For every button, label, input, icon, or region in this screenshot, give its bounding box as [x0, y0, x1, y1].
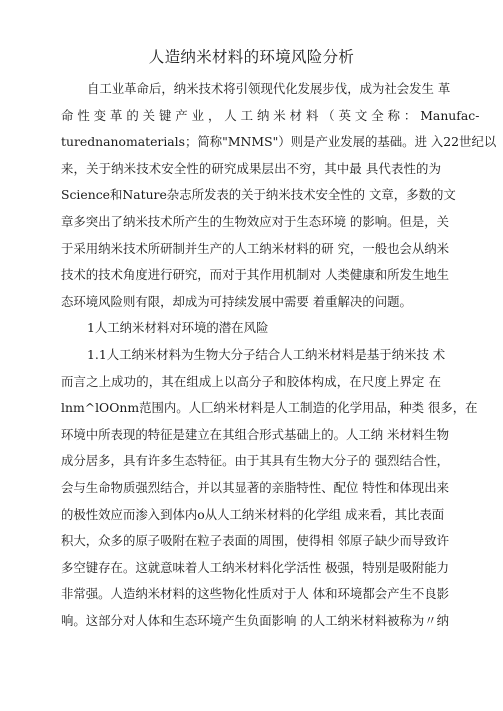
text-line: 成分居多，具有许多生态特征。由于其具有生物大分子的 强烈结合性， [61, 453, 450, 469]
text-line: 技术的技术角度进行研究，而对于其作用机制对 人类健康和所发生地生 [61, 267, 450, 283]
body-text [61, 76, 497, 634]
text-line: 自工业革命后，纳米技术将引领现代化发展步伐，成为社会发生 革 [87, 81, 451, 96]
text-line: 1.1人工纳米材料为生物大分子结合人工纳米材料是基于纳米技 术 [87, 346, 446, 362]
section-heading: 1人工纳米材料对环境的潜在风险 [87, 320, 269, 336]
text-line: lnm^lOOnm范围内。人匚纳米材料是人工制造的化学用品，种类 很多，在 [61, 400, 478, 416]
text-line: 命 性 变 革 的 关 键 产 业 ， 人 工 纳 米 材 料 （ 英 文 全 称 ： Manufac- [61, 107, 480, 123]
text-line: 会与生命物质强烈结合，并以其显著的亲脂特性、配位 特性和体现出来 [61, 479, 450, 495]
text-line: 的极性效应而渗入到体内ο从人工纳米材料的化学组 成来看，其比表面 [61, 506, 445, 522]
text-line: 响。这部分对人体和生态环境产生负面影响 的人工纳米材料被称为〃纳 [61, 612, 450, 628]
text-line: 而言之上成功的，其在组成上以高分子和胶体构成，在尺度上界定 在 [61, 373, 441, 389]
text-line: turednanomaterials；简称"MNMS"）则是产业发展的基础。进 入22世纪以 [61, 134, 497, 150]
text-line: 环境中所表现的特征是建立在其组合形式基础上的。人工纳 米材料生物 [61, 426, 450, 442]
text-line: 于采用纳米技术所研制并生产的人工纳米材料的研 究，一般也会从纳米 [61, 240, 450, 256]
text-line: 多空键存在。这就意味着人工纳米材料化学活性 极强，特别是吸附能力 [61, 559, 450, 575]
text-line: 态环境风险则有限，却成为可持续发展中需要 着重解决的问题。 [61, 293, 412, 309]
text-line: 积大，众多的原子吸附在粒子表面的周围，使得相 邻原子缺少而导致许 [61, 533, 450, 549]
text-line: 来，关于纳米技术安全性的研究成果层出不穷，其中最 具代表性的为 [61, 160, 441, 176]
text-line: 非常强。人造纳米材料的这些物化性质对于人 体和环境都会产生不良影 [61, 586, 450, 602]
text-line: 章多突出了纳米技术所产生的生物效应对于生态环境 的影响。但是，关 [61, 213, 450, 229]
page-title: 人造纳米材料的环境风险分析 [148, 48, 355, 66]
text-line: Science和Nature杂志所发表的关于纳米技术安全性的 文章，多数的文 [61, 187, 456, 203]
